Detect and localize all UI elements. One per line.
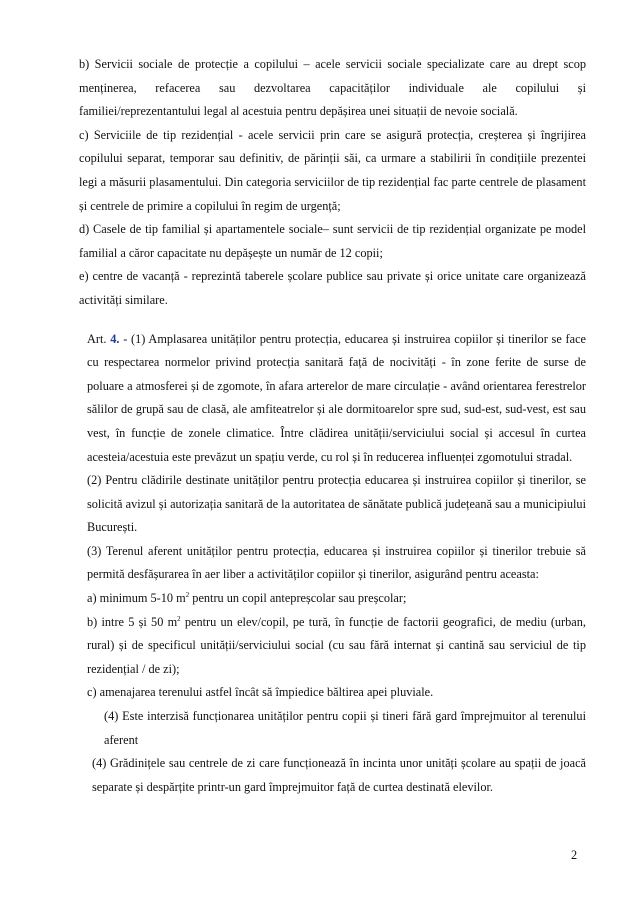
page-number: 2 <box>571 848 578 862</box>
paragraph-e: e) centre de vacanță - reprezintă taberele școlare publice sau private și orice unitate care organizează activități similare. <box>79 269 586 307</box>
article-4-paragraph-3: (3) Terenul aferent unităților pentru protecția, educarea și instruirea copiilor și tinerilor trebuie să permită desfășurarea în aer liber a activităților copiilor și tinerilor, asigurând pentru aceasta: <box>87 543 586 582</box>
section-gap <box>79 313 586 328</box>
list-item-a-text: a) minimum 5-10 m <box>87 591 186 606</box>
list-item-b-text-end: pentru un elev/copil, pe tură, în funcție de factorii geografici, de mediu (urban, rural) și de specificul unității/serviciului social (cu sau fără internat și cantină sau serviciul de tip rezidențial / de zi); <box>87 614 586 676</box>
list-item-a <box>79 587 586 611</box>
page-body <box>79 53 586 799</box>
article-4-text-1: - (1) Amplasarea unităților pentru protecția, educarea și instruirea copiilor și tinerilor se face cu respectarea normelor privind protecția sanitară față de nocivități - în zone ferite de surse de poluare a atmosferei și de zgomote, în afara arterelor de mare circulație - având orientarea ferestrelor sălilor de grupă sau de clasă, ale amfiteatrelor și ale dormitoarelor spre sud, sud-est, sud-vest, est sau vest, în funcție de zonele climatice. Între clădirea unității/serviciului social și accesul în curtea acesteia/acestuia este prevăzut un spațiu verde, cu rol și în reducerea influenței zgomotului stradal. <box>87 331 586 464</box>
paragraph-c: c) Serviciile de tip rezidențial - acele servicii prin care se asigură protecția, creșterea și îngrijirea copilului separat, temporar sau definitiv, de părinții săi, ca urmare a stabilirii în condițiile prezentei legi a măsurii plasamentului. Din categoria serviciilor de tip rezidențial fac parte centrele de plasament și centrele de primire a copilului în regim de urgență; <box>79 127 586 213</box>
list-item-a-text-end: pentru un copil antepreșcolar sau preșcolar; <box>189 591 407 606</box>
paragraph-d: d) Casele de tip familial și apartamentele sociale– sunt servicii de tip rezidențial organizate pe model familial a căror capacitate nu depășește un număr de 12 copii; <box>79 222 586 260</box>
paragraph-b: b) Servicii sociale de protecție a copilului – acele servicii sociale specializate care au drept scop menținerea, refacerea sau dezvoltarea capacităților individuale ale copilului și familiei/reprezentantului legal al acestuia pentru depășirea unei situații de nevoie socială. <box>79 57 586 119</box>
article-number: 4. <box>110 331 120 346</box>
article-4-paragraph-2: (2) Pentru clădirile destinate unităților pentru protecția educarea și instruirea copiilor și tinerilor, se solicită avizul și autorizația sanitară de la autoritatea de sănătate publică județeană sau a municipiului București. <box>87 473 586 535</box>
article-4-paragraph-4b: (4) Grădinițele sau centrele de zi care funcționează în incinta unor unități școlare au spații de joacă separate și despărțite printr-un gard împrejmuitor față de curtea destinată elevilor. <box>92 756 586 794</box>
list-item-c: c) amenajarea terenului astfel încât să împiedice băltirea apei pluviale. <box>87 685 434 700</box>
list-item-b-text: b) intre 5 și 50 m <box>87 614 178 629</box>
article-prefix: Art. <box>87 331 107 346</box>
article-4-paragraph-4a: (4) Este interzisă funcționarea unităților pentru copii și tineri fără gard împrejmuitor al terenului aferent <box>104 709 586 747</box>
article-4-paragraph-1 <box>79 328 586 470</box>
superscript: 2 <box>185 590 190 599</box>
list-item-b <box>79 611 586 682</box>
superscript: 2 <box>177 614 181 623</box>
